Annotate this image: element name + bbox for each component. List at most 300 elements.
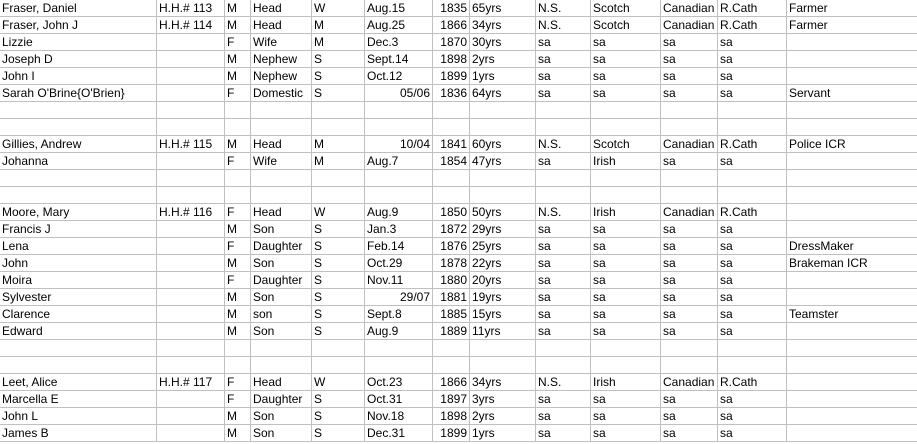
cell-household[interactable]: H.H.# 114 — [157, 17, 225, 34]
cell-birthplace[interactable] — [536, 119, 591, 136]
cell-occupation[interactable] — [787, 289, 917, 306]
cell-origin[interactable]: sa — [591, 425, 661, 442]
cell-sex[interactable]: M — [225, 306, 251, 323]
cell-birth-date[interactable] — [365, 119, 433, 136]
cell-relation[interactable]: Daughter — [251, 391, 312, 408]
cell-nationality[interactable]: sa — [661, 221, 718, 238]
cell-birth-year[interactable] — [433, 119, 470, 136]
cell-birth-date[interactable]: Aug.9 — [365, 204, 433, 221]
cell-name[interactable] — [0, 170, 157, 187]
cell-sex[interactable]: F — [225, 391, 251, 408]
cell-name[interactable]: John L — [0, 408, 157, 425]
cell-marital[interactable]: S — [312, 221, 365, 238]
cell-name[interactable]: Fraser, Daniel — [0, 0, 157, 17]
cell-relation[interactable] — [251, 119, 312, 136]
cell-sex[interactable] — [225, 170, 251, 187]
cell-birthplace[interactable]: N.S. — [536, 136, 591, 153]
cell-birth-year[interactable]: 1899 — [433, 425, 470, 442]
cell-age[interactable]: 11yrs — [470, 323, 536, 340]
cell-age[interactable]: 50yrs — [470, 204, 536, 221]
cell-nationality[interactable]: sa — [661, 255, 718, 272]
cell-birthplace[interactable] — [536, 340, 591, 357]
cell-religion[interactable]: sa — [718, 85, 787, 102]
cell-birth-year[interactable]: 1870 — [433, 34, 470, 51]
cell-birth-year[interactable]: 1872 — [433, 221, 470, 238]
cell-origin[interactable]: sa — [591, 289, 661, 306]
cell-birth-date[interactable] — [365, 357, 433, 374]
cell-birth-year[interactable]: 1836 — [433, 85, 470, 102]
cell-birth-year[interactable]: 1880 — [433, 272, 470, 289]
cell-birthplace[interactable] — [536, 102, 591, 119]
cell-occupation[interactable]: Farmer — [787, 17, 917, 34]
cell-marital[interactable]: W — [312, 204, 365, 221]
cell-age[interactable] — [470, 119, 536, 136]
cell-occupation[interactable]: Brakeman ICR — [787, 255, 917, 272]
cell-marital[interactable]: S — [312, 238, 365, 255]
cell-origin[interactable] — [591, 119, 661, 136]
cell-sex[interactable]: M — [225, 0, 251, 17]
cell-sex[interactable]: M — [225, 425, 251, 442]
cell-relation[interactable]: Nephew — [251, 51, 312, 68]
cell-age[interactable] — [470, 170, 536, 187]
cell-birthplace[interactable]: N.S. — [536, 17, 591, 34]
cell-birthplace[interactable] — [536, 357, 591, 374]
cell-birth-year[interactable]: 1881 — [433, 289, 470, 306]
cell-marital[interactable]: S — [312, 68, 365, 85]
cell-nationality[interactable]: sa — [661, 238, 718, 255]
cell-occupation[interactable] — [787, 68, 917, 85]
cell-birth-year[interactable]: 1835 — [433, 0, 470, 17]
cell-origin[interactable]: sa — [591, 255, 661, 272]
cell-birth-year[interactable] — [433, 357, 470, 374]
cell-nationality[interactable] — [661, 102, 718, 119]
cell-age[interactable]: 65yrs — [470, 0, 536, 17]
cell-age[interactable]: 2yrs — [470, 51, 536, 68]
cell-origin[interactable]: sa — [591, 238, 661, 255]
cell-nationality[interactable]: sa — [661, 153, 718, 170]
cell-age[interactable] — [470, 357, 536, 374]
cell-birth-date[interactable] — [365, 187, 433, 204]
cell-sex[interactable]: M — [225, 17, 251, 34]
cell-nationality[interactable]: sa — [661, 391, 718, 408]
cell-name[interactable]: John I — [0, 68, 157, 85]
cell-marital[interactable]: S — [312, 289, 365, 306]
cell-religion[interactable]: R.Cath — [718, 136, 787, 153]
cell-birthplace[interactable]: sa — [536, 51, 591, 68]
cell-occupation[interactable]: Police ICR — [787, 136, 917, 153]
cell-origin[interactable]: Irish — [591, 153, 661, 170]
cell-name[interactable] — [0, 187, 157, 204]
cell-name[interactable]: Joseph D — [0, 51, 157, 68]
cell-religion[interactable] — [718, 187, 787, 204]
cell-sex[interactable]: F — [225, 204, 251, 221]
cell-nationality[interactable]: Canadian — [661, 17, 718, 34]
cell-sex[interactable] — [225, 187, 251, 204]
cell-marital[interactable]: S — [312, 272, 365, 289]
cell-occupation[interactable] — [787, 153, 917, 170]
cell-relation[interactable]: Head — [251, 0, 312, 17]
cell-birth-date[interactable]: Dec.31 — [365, 425, 433, 442]
cell-marital[interactable]: S — [312, 51, 365, 68]
cell-age[interactable] — [470, 340, 536, 357]
cell-religion[interactable]: sa — [718, 34, 787, 51]
cell-sex[interactable] — [225, 340, 251, 357]
cell-nationality[interactable] — [661, 119, 718, 136]
cell-birthplace[interactable]: sa — [536, 306, 591, 323]
cell-relation[interactable]: Head — [251, 374, 312, 391]
cell-household[interactable] — [157, 170, 225, 187]
cell-nationality[interactable]: sa — [661, 425, 718, 442]
cell-birth-date[interactable]: Oct.29 — [365, 255, 433, 272]
cell-marital[interactable]: S — [312, 306, 365, 323]
cell-origin[interactable]: sa — [591, 85, 661, 102]
cell-birth-date[interactable]: Oct.12 — [365, 68, 433, 85]
cell-nationality[interactable]: sa — [661, 68, 718, 85]
cell-origin[interactable] — [591, 357, 661, 374]
cell-name[interactable]: Clarence — [0, 306, 157, 323]
cell-marital[interactable]: M — [312, 17, 365, 34]
cell-nationality[interactable]: Canadian — [661, 0, 718, 17]
cell-religion[interactable]: R.Cath — [718, 0, 787, 17]
cell-birthplace[interactable]: sa — [536, 221, 591, 238]
cell-birthplace[interactable]: sa — [536, 408, 591, 425]
cell-relation[interactable] — [251, 170, 312, 187]
cell-relation[interactable]: Son — [251, 425, 312, 442]
cell-birth-date[interactable]: Nov.18 — [365, 408, 433, 425]
cell-household[interactable] — [157, 323, 225, 340]
cell-birth-year[interactable]: 1866 — [433, 374, 470, 391]
cell-birth-date[interactable]: Aug.7 — [365, 153, 433, 170]
cell-religion[interactable]: sa — [718, 425, 787, 442]
cell-name[interactable]: Edward — [0, 323, 157, 340]
cell-name[interactable]: Sarah O'Brine{O'Brien} — [0, 85, 157, 102]
cell-nationality[interactable]: sa — [661, 51, 718, 68]
cell-birth-year[interactable]: 1898 — [433, 408, 470, 425]
cell-nationality[interactable] — [661, 357, 718, 374]
cell-origin[interactable]: sa — [591, 391, 661, 408]
cell-nationality[interactable]: sa — [661, 323, 718, 340]
cell-origin[interactable]: Scotch — [591, 0, 661, 17]
cell-relation[interactable]: Son — [251, 289, 312, 306]
cell-marital[interactable]: M — [312, 136, 365, 153]
cell-name[interactable]: Fraser, John J — [0, 17, 157, 34]
cell-name[interactable]: Moore, Mary — [0, 204, 157, 221]
cell-occupation[interactable]: Teamster — [787, 306, 917, 323]
cell-marital[interactable] — [312, 187, 365, 204]
cell-birth-year[interactable] — [433, 187, 470, 204]
cell-birth-date[interactable]: Sept.8 — [365, 306, 433, 323]
cell-origin[interactable]: sa — [591, 221, 661, 238]
cell-nationality[interactable]: Canadian — [661, 136, 718, 153]
cell-household[interactable] — [157, 51, 225, 68]
cell-household[interactable] — [157, 425, 225, 442]
cell-birth-date[interactable]: Aug.25 — [365, 17, 433, 34]
cell-origin[interactable]: Irish — [591, 204, 661, 221]
cell-household[interactable] — [157, 221, 225, 238]
cell-relation[interactable]: Wife — [251, 34, 312, 51]
cell-occupation[interactable] — [787, 221, 917, 238]
cell-occupation[interactable] — [787, 170, 917, 187]
cell-relation[interactable]: Head — [251, 204, 312, 221]
cell-marital[interactable] — [312, 102, 365, 119]
cell-birthplace[interactable]: sa — [536, 238, 591, 255]
cell-religion[interactable] — [718, 340, 787, 357]
cell-birth-date[interactable]: Jan.3 — [365, 221, 433, 238]
cell-age[interactable]: 22yrs — [470, 255, 536, 272]
cell-marital[interactable] — [312, 340, 365, 357]
cell-sex[interactable]: M — [225, 255, 251, 272]
cell-marital[interactable]: S — [312, 425, 365, 442]
cell-sex[interactable]: F — [225, 85, 251, 102]
cell-household[interactable] — [157, 119, 225, 136]
cell-birth-year[interactable]: 1841 — [433, 136, 470, 153]
cell-origin[interactable]: sa — [591, 306, 661, 323]
cell-sex[interactable]: F — [225, 153, 251, 170]
cell-name[interactable]: Gillies, Andrew — [0, 136, 157, 153]
cell-sex[interactable]: M — [225, 68, 251, 85]
cell-age[interactable]: 2yrs — [470, 408, 536, 425]
cell-birth-date[interactable]: 10/04 — [365, 136, 433, 153]
cell-nationality[interactable] — [661, 340, 718, 357]
cell-age[interactable]: 15yrs — [470, 306, 536, 323]
cell-birth-date[interactable]: Oct.31 — [365, 391, 433, 408]
cell-household[interactable] — [157, 272, 225, 289]
cell-religion[interactable]: R.Cath — [718, 204, 787, 221]
cell-birth-year[interactable]: 1898 — [433, 51, 470, 68]
cell-birth-date[interactable]: Aug.15 — [365, 0, 433, 17]
cell-nationality[interactable]: sa — [661, 408, 718, 425]
cell-nationality[interactable] — [661, 187, 718, 204]
cell-occupation[interactable] — [787, 323, 917, 340]
cell-religion[interactable]: sa — [718, 68, 787, 85]
cell-occupation[interactable]: Farmer — [787, 0, 917, 17]
cell-relation[interactable]: Head — [251, 17, 312, 34]
cell-nationality[interactable]: sa — [661, 272, 718, 289]
cell-sex[interactable]: F — [225, 272, 251, 289]
cell-sex[interactable]: F — [225, 34, 251, 51]
cell-birthplace[interactable] — [536, 187, 591, 204]
cell-birth-date[interactable] — [365, 340, 433, 357]
cell-name[interactable]: James B — [0, 425, 157, 442]
cell-birthplace[interactable]: sa — [536, 289, 591, 306]
cell-age[interactable]: 29yrs — [470, 221, 536, 238]
cell-relation[interactable]: Son — [251, 323, 312, 340]
cell-occupation[interactable] — [787, 425, 917, 442]
cell-birth-year[interactable]: 1899 — [433, 68, 470, 85]
cell-birthplace[interactable]: sa — [536, 272, 591, 289]
cell-origin[interactable] — [591, 170, 661, 187]
cell-origin[interactable]: Scotch — [591, 136, 661, 153]
cell-name[interactable]: Marcella E — [0, 391, 157, 408]
cell-relation[interactable] — [251, 340, 312, 357]
cell-relation[interactable]: Nephew — [251, 68, 312, 85]
cell-origin[interactable]: Irish — [591, 374, 661, 391]
cell-birthplace[interactable]: sa — [536, 425, 591, 442]
cell-religion[interactable]: sa — [718, 306, 787, 323]
cell-marital[interactable] — [312, 170, 365, 187]
cell-origin[interactable]: sa — [591, 323, 661, 340]
cell-occupation[interactable] — [787, 272, 917, 289]
cell-marital[interactable] — [312, 357, 365, 374]
cell-religion[interactable]: sa — [718, 153, 787, 170]
cell-relation[interactable]: Head — [251, 136, 312, 153]
cell-household[interactable]: H.H.# 117 — [157, 374, 225, 391]
cell-sex[interactable]: M — [225, 323, 251, 340]
cell-marital[interactable]: S — [312, 391, 365, 408]
cell-age[interactable]: 25yrs — [470, 238, 536, 255]
cell-name[interactable]: Lizzie — [0, 34, 157, 51]
cell-name[interactable] — [0, 119, 157, 136]
cell-birth-year[interactable]: 1878 — [433, 255, 470, 272]
cell-birth-year[interactable]: 1889 — [433, 323, 470, 340]
cell-marital[interactable]: M — [312, 34, 365, 51]
cell-sex[interactable]: M — [225, 408, 251, 425]
cell-nationality[interactable]: Canadian — [661, 374, 718, 391]
cell-marital[interactable]: S — [312, 255, 365, 272]
cell-relation[interactable]: Domestic — [251, 85, 312, 102]
cell-birth-year[interactable] — [433, 102, 470, 119]
cell-age[interactable]: 34yrs — [470, 17, 536, 34]
cell-household[interactable] — [157, 153, 225, 170]
cell-household[interactable] — [157, 306, 225, 323]
cell-birth-year[interactable]: 1850 — [433, 204, 470, 221]
cell-occupation[interactable] — [787, 187, 917, 204]
cell-religion[interactable]: sa — [718, 408, 787, 425]
cell-age[interactable]: 20yrs — [470, 272, 536, 289]
cell-occupation[interactable] — [787, 340, 917, 357]
cell-birth-date[interactable]: 29/07 — [365, 289, 433, 306]
cell-name[interactable] — [0, 340, 157, 357]
cell-marital[interactable]: S — [312, 323, 365, 340]
cell-sex[interactable] — [225, 357, 251, 374]
cell-age[interactable]: 34yrs — [470, 374, 536, 391]
cell-relation[interactable] — [251, 357, 312, 374]
cell-age[interactable]: 19yrs — [470, 289, 536, 306]
cell-birthplace[interactable]: sa — [536, 34, 591, 51]
cell-religion[interactable]: sa — [718, 289, 787, 306]
cell-religion[interactable]: sa — [718, 51, 787, 68]
cell-sex[interactable]: M — [225, 51, 251, 68]
cell-age[interactable]: 64yrs — [470, 85, 536, 102]
cell-sex[interactable]: M — [225, 221, 251, 238]
cell-household[interactable] — [157, 289, 225, 306]
cell-birth-date[interactable]: Oct.23 — [365, 374, 433, 391]
cell-religion[interactable] — [718, 119, 787, 136]
cell-birth-year[interactable] — [433, 340, 470, 357]
cell-origin[interactable]: sa — [591, 408, 661, 425]
cell-birthplace[interactable] — [536, 170, 591, 187]
cell-birthplace[interactable]: N.S. — [536, 0, 591, 17]
cell-name[interactable] — [0, 102, 157, 119]
cell-birth-date[interactable]: Feb.14 — [365, 238, 433, 255]
cell-birth-year[interactable]: 1885 — [433, 306, 470, 323]
cell-nationality[interactable] — [661, 170, 718, 187]
cell-household[interactable] — [157, 391, 225, 408]
cell-name[interactable]: Lena — [0, 238, 157, 255]
cell-household[interactable] — [157, 102, 225, 119]
cell-household[interactable] — [157, 357, 225, 374]
cell-age[interactable]: 3yrs — [470, 391, 536, 408]
cell-marital[interactable] — [312, 119, 365, 136]
cell-birthplace[interactable]: N.S. — [536, 204, 591, 221]
cell-sex[interactable] — [225, 102, 251, 119]
cell-birth-date[interactable]: Sept.14 — [365, 51, 433, 68]
cell-nationality[interactable]: sa — [661, 34, 718, 51]
cell-birthplace[interactable]: sa — [536, 85, 591, 102]
cell-birthplace[interactable]: sa — [536, 68, 591, 85]
cell-occupation[interactable] — [787, 408, 917, 425]
cell-sex[interactable]: F — [225, 374, 251, 391]
cell-occupation[interactable] — [787, 119, 917, 136]
cell-birthplace[interactable]: sa — [536, 255, 591, 272]
cell-name[interactable]: Francis J — [0, 221, 157, 238]
cell-religion[interactable]: sa — [718, 272, 787, 289]
cell-age[interactable]: 1yrs — [470, 425, 536, 442]
cell-sex[interactable]: F — [225, 238, 251, 255]
cell-household[interactable] — [157, 187, 225, 204]
cell-relation[interactable]: Daughter — [251, 238, 312, 255]
cell-nationality[interactable]: Canadian — [661, 204, 718, 221]
cell-religion[interactable]: sa — [718, 323, 787, 340]
cell-birth-date[interactable]: Aug.9 — [365, 323, 433, 340]
cell-birthplace[interactable]: N.S. — [536, 374, 591, 391]
cell-age[interactable]: 1yrs — [470, 68, 536, 85]
cell-religion[interactable]: R.Cath — [718, 17, 787, 34]
cell-relation[interactable]: Daughter — [251, 272, 312, 289]
cell-religion[interactable]: sa — [718, 238, 787, 255]
cell-name[interactable]: Sylvester — [0, 289, 157, 306]
cell-religion[interactable] — [718, 170, 787, 187]
cell-age[interactable]: 60yrs — [470, 136, 536, 153]
cell-birth-year[interactable]: 1897 — [433, 391, 470, 408]
cell-birth-year[interactable]: 1866 — [433, 17, 470, 34]
cell-household[interactable] — [157, 85, 225, 102]
cell-age[interactable] — [470, 102, 536, 119]
cell-nationality[interactable]: sa — [661, 85, 718, 102]
cell-birth-date[interactable]: Dec.3 — [365, 34, 433, 51]
cell-household[interactable]: H.H.# 113 — [157, 0, 225, 17]
cell-origin[interactable] — [591, 187, 661, 204]
cell-age[interactable] — [470, 187, 536, 204]
cell-household[interactable] — [157, 408, 225, 425]
cell-relation[interactable]: Son — [251, 408, 312, 425]
cell-household[interactable] — [157, 34, 225, 51]
cell-household[interactable]: H.H.# 116 — [157, 204, 225, 221]
cell-birthplace[interactable]: sa — [536, 323, 591, 340]
cell-marital[interactable]: W — [312, 374, 365, 391]
cell-nationality[interactable]: sa — [661, 289, 718, 306]
cell-occupation[interactable] — [787, 34, 917, 51]
cell-marital[interactable]: M — [312, 153, 365, 170]
cell-name[interactable]: Johanna — [0, 153, 157, 170]
cell-birth-year[interactable]: 1876 — [433, 238, 470, 255]
cell-household[interactable]: H.H.# 115 — [157, 136, 225, 153]
cell-relation[interactable]: Wife — [251, 153, 312, 170]
cell-birth-date[interactable] — [365, 170, 433, 187]
cell-occupation[interactable]: Servant — [787, 85, 917, 102]
cell-birth-date[interactable]: 05/06 — [365, 85, 433, 102]
cell-occupation[interactable] — [787, 391, 917, 408]
cell-origin[interactable] — [591, 340, 661, 357]
cell-religion[interactable]: sa — [718, 221, 787, 238]
cell-household[interactable] — [157, 68, 225, 85]
cell-household[interactable] — [157, 238, 225, 255]
cell-name[interactable]: Leet, Alice — [0, 374, 157, 391]
cell-age[interactable]: 47yrs — [470, 153, 536, 170]
cell-sex[interactable] — [225, 119, 251, 136]
cell-birthplace[interactable]: sa — [536, 153, 591, 170]
cell-religion[interactable]: sa — [718, 255, 787, 272]
